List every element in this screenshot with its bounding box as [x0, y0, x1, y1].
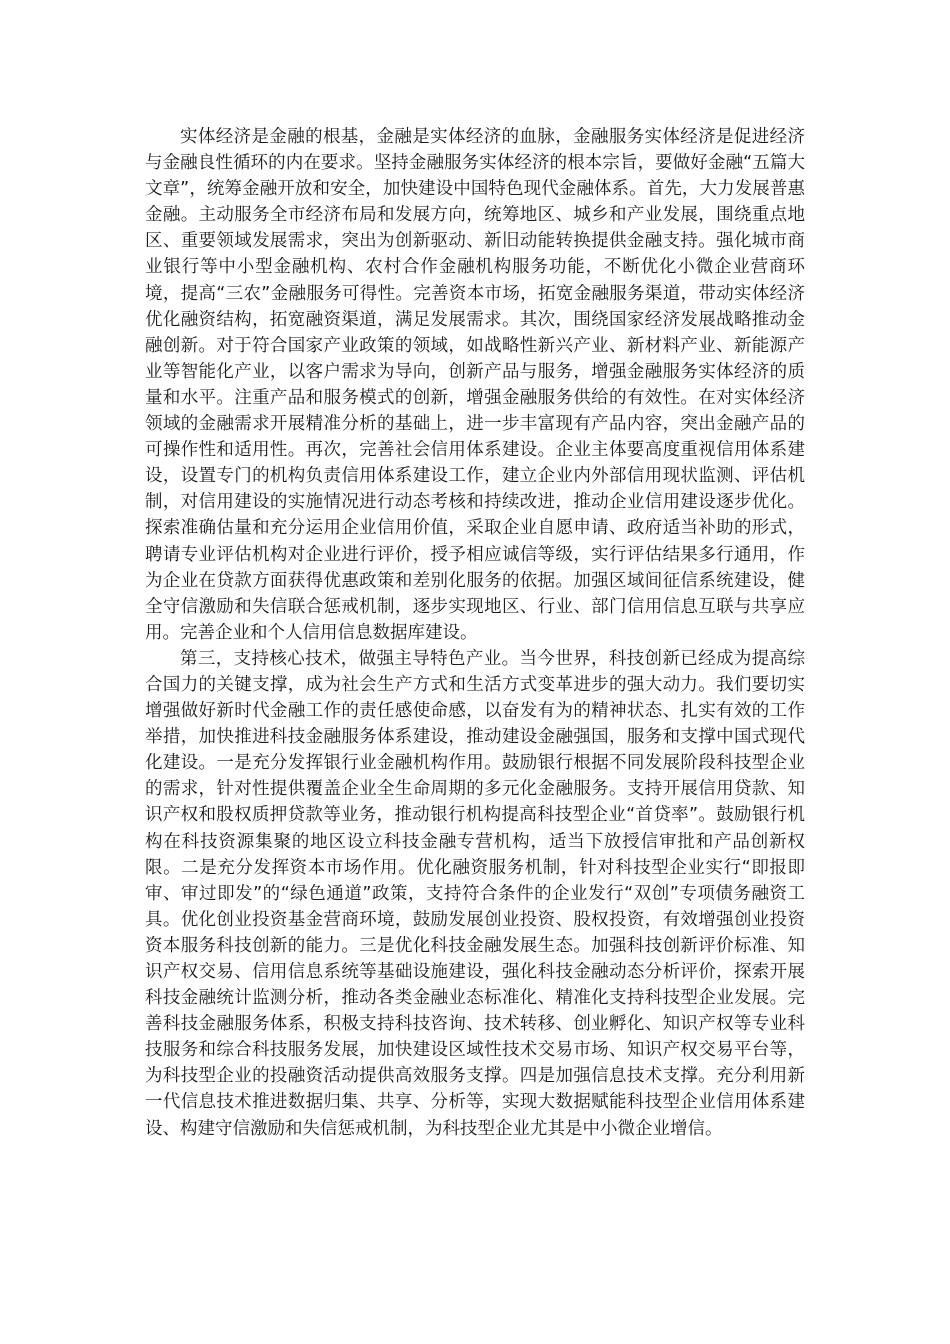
document-body	[145, 124, 805, 1142]
paragraph-finance-real-economy: 实体经济是金融的根基，金融是实体经济的血脉，金融服务实体经济是促进经济与金融良性循环的内在要求。坚持金融服务实体经济的根本宗旨，要做好金融“五篇大文章”，统筹金融开放和安全，加快建设中国特色现代金融体系。首先，大力发展普惠金融。主动服务全市经济布局和发展方向，统筹地区、城乡和产业发展，围绕重点地区、重要领域发展需求，突出为创新驱动、新旧动能转换提供金融支持。强化城市商业银行等中小型金融机构、农村合作金融机构服务功能，不断优化小微企业营商环境，提高“三农”金融服务可得性。完善资本市场，拓宽金融服务渠道，带动实体经济优化融资结构，拓宽融资渠道，满足发展需求。其次，围绕国家经济发展战略推动金融创新。对于符合国家产业政策的领域，如战略性新兴产业、新材料产业、新能源产业等智能化产业，以客户需求为导向，创新产品与服务，增强金融服务实体经济的质量和水平。注重产品和服务模式的创新，增强金融服务供给的有效性。在对实体经济领域的金融需求开展精准分析的基础上，进一步丰富现有产品内容，突出金融产品的可操作性和适用性。再次，完善社会信用体系建设。企业主体要高度重视信用体系建设，设置专门的机构负责信用体系建设工作，建立企业内外部信用现状监测、评估机制，对信用建设的实施情况进行动态考核和持续改进，推动企业信用建设逐步优化。探索准确估量和充分运用企业信用价值，采取企业自愿申请、政府适当补助的形式，聘请专业评估机构对企业进行评价，授予相应诚信等级，实行评估结果多行通用，作为企业在贷款方面获得优惠政策和差别化服务的依据。加强区域间征信系统建设，健全守信激励和失信联合惩戒机制，逐步实现地区、行业、部门信用信息互联与共享应用。完善企业和个人信用信息数据库建设。	[145, 127, 805, 643]
paragraph-core-technology: 第三，支持核心技术，做强主导特色产业。当今世界，科技创新已经成为提高综合国力的关键支撑，成为社会生产方式和生活方式变革进步的强大动力。我们要切实增强做好新时代金融工作的责任感使命感，以奋发有为的精神状态、扎实有效的工作举措，加快推进科技金融服务体系建设，推动建设金融强国，服务和支撑中国式现代化建设。一是充分发挥银行业金融机构作用。鼓励银行根据不同发展阶段科技型企业的需求，针对性提供覆盖企业全生命周期的多元化金融服务。支持开展信用贷款、知识产权和股权质押贷款等业务，推动银行机构提高科技型企业“首贷率”。鼓励银行机构在科技资源集聚的地区设立科技金融专营机构，适当下放授信审批和产品创新权限。二是充分发挥资本市场作用。优化融资服务机制，针对科技型企业实行“即报即审、审过即发”的“绿色通道”政策，支持符合条件的企业发行“双创”专项债务融资工具。优化创业投资基金营商环境，鼓励发展创业投资、股权投资，有效增强创业投资资本服务科技创新的能力。三是优化科技金融发展生态。加强科技创新评价标准、知识产权交易、信用信息系统等基础设施建设，强化科技金融动态分析评价，探索开展科技金融统计监测分析，推动各类金融业态标准化、精准化支持科技型企业发展。完善科技金融服务体系，积极支持科技咨询、技术转移、创业孵化、知识产权等专业科技服务和综合科技服务发展，加快建设区域性技术交易市场、知识产权交易平台等，为科技型企业的投融资活动提供高效服务支撑。四是加强信息技术支撑。充分利用新一代信息技术推进数据归集、共享、分析等，实现大数据赋能科技型企业信用体系建设、构建守信激励和失信惩戒机制，为科技型企业尤其是中小微企业增信。	[145, 648, 805, 1139]
